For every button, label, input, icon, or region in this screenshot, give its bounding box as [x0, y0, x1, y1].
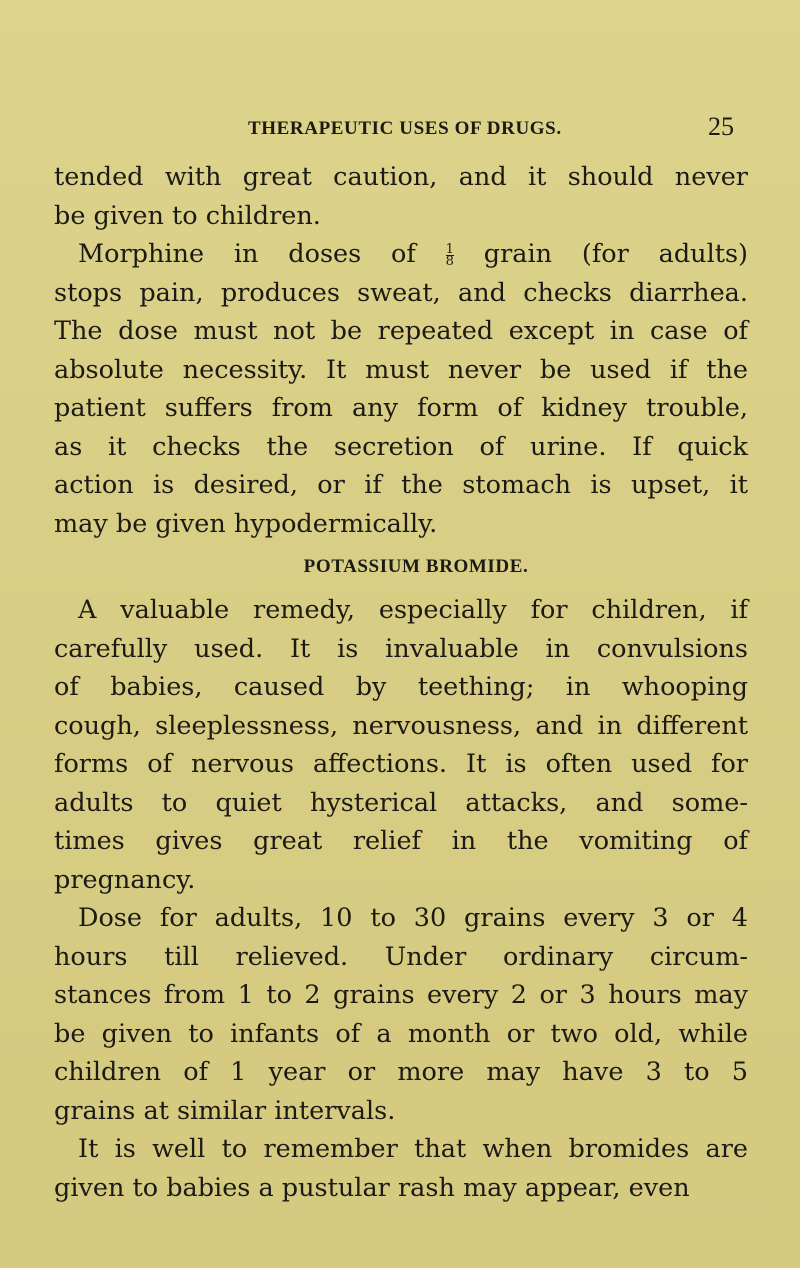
body-text	[54, 158, 748, 1207]
text-line-with-fraction	[54, 235, 748, 274]
text-line: pregnancy.	[54, 864, 196, 895]
paragraph-morphine	[54, 235, 748, 543]
text-line: be given to infants of a month or two old, while	[54, 1018, 748, 1049]
text-line: Dose for adults, 10 to 30 grains every 3 or 4	[78, 903, 748, 933]
section-heading: POTASSIUM BROMIDE.	[303, 556, 529, 577]
text-line: The dose must not be repeated except in case of	[54, 316, 748, 346]
text-line: grains at similar intervals.	[54, 1095, 396, 1126]
text-line: of babies, caused by teething; in whooping	[54, 672, 748, 702]
paragraph-potassium-bromide	[54, 591, 748, 899]
text-line: may be given hypodermically.	[54, 508, 438, 539]
text-line: hours till relieved. Under ordinary circum-	[54, 941, 748, 972]
fraction-one-eighth	[445, 241, 454, 269]
page-number: 25	[708, 112, 734, 141]
running-head	[0, 112, 800, 142]
text-line: stops pain, produces sweat, and checks diarrhea.	[54, 277, 748, 308]
text-line: stances from 1 to 2 grains every 2 or 3 hours may	[54, 980, 748, 1010]
text-line: tended with great caution, and it should never	[54, 162, 748, 192]
text-line: as it checks the secretion of urine. If quick	[54, 431, 748, 462]
text-line: It is well to remember that when bromides are	[78, 1134, 748, 1164]
paragraph-1	[54, 158, 748, 235]
text-line: adults to quiet hysterical attacks, and some-	[54, 787, 748, 818]
text-line: absolute necessity. It must never be used if the	[54, 354, 748, 385]
text-line: forms of nervous affections. It is often used for	[54, 749, 748, 779]
fraction-denominator: 8	[445, 253, 454, 269]
text-line: cough, sleeplessness, nervousness, and in different	[54, 710, 748, 741]
text-segment: grain (for adults)	[483, 239, 749, 269]
fraction-numerator: 1	[445, 241, 454, 257]
text-line: be given to children.	[54, 200, 321, 231]
text-line: A valuable remedy, especially for children, if	[78, 595, 748, 625]
text-line: given to babies a pustular rash may appear, even	[54, 1172, 690, 1203]
text-line: carefully used. It is invaluable in convulsions	[54, 633, 748, 664]
paragraph-rash	[54, 1130, 748, 1207]
paragraph-dose	[54, 899, 748, 1130]
text-line: patient suffers from any form of kidney trouble,	[54, 393, 748, 423]
running-title: THERAPEUTIC USES OF DRUGS.	[248, 118, 562, 139]
text-line: children of 1 year or more may have 3 to 5	[54, 1057, 748, 1087]
text-line: action is desired, or if the stomach is upset, it	[54, 470, 748, 500]
text-line: times gives great relief in the vomiting of	[54, 826, 748, 856]
text-segment: Morphine in doses of	[78, 239, 416, 269]
